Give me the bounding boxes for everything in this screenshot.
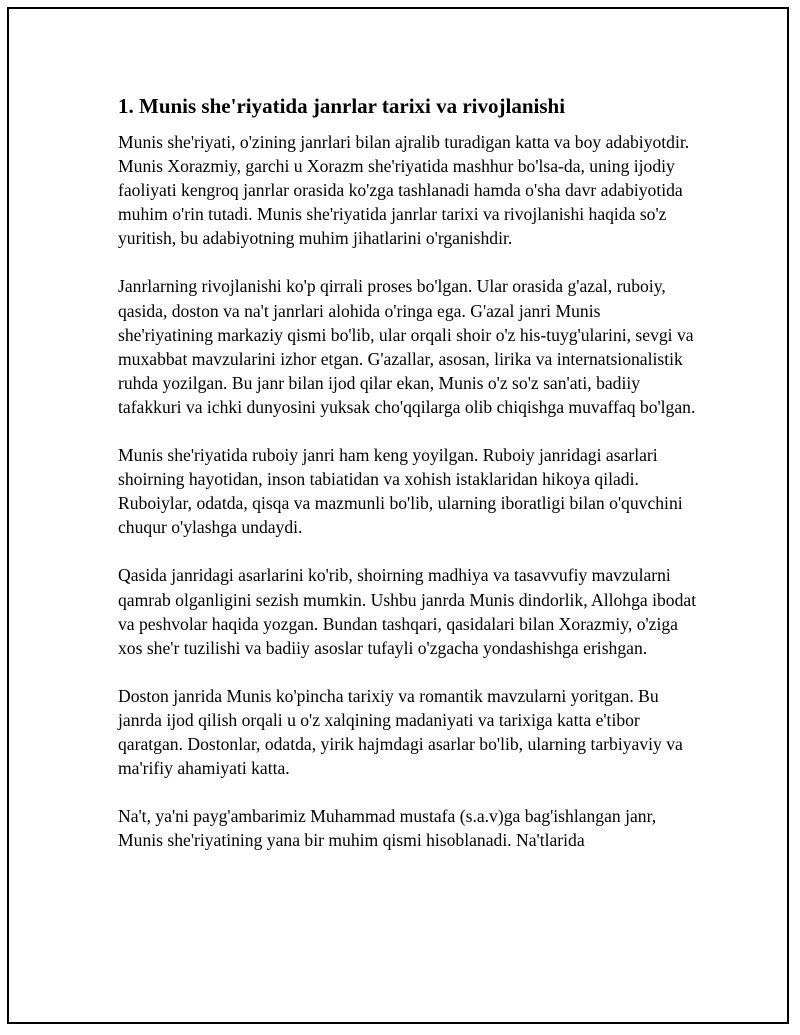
paragraph-6: Na't, ya'ni payg'ambarimiz Muhammad mustafa (s.a.v)ga bag'ishlangan janr, Munis she'riyatining yana bir muhim qismi hisoblanadi. Na'tlarida: [118, 806, 657, 851]
paragraph-4: Qasida janridagi asarlarini ko'rib, shoirning madhiya va tasavvufiy mavzularni qamrab olganligini sezish mumkin. Ushbu janrda Munis dindorlik, Allohga ibodat va peshvolar haqida yozgan. Bundan tashqari, qasidalari bilan Xorazmiy, o'ziga xos she'r tuzilishi va badiiy asoslar tufayli o'zgacha yondashishga erishgan.: [118, 565, 697, 658]
document-title: 1. Munis she'riyatida janrlar tarixi va rivojlanishi: [118, 94, 566, 118]
paragraph-1: Munis she'riyati, o'zining janrlari bilan ajralib turadigan katta va boy adabiyotdir. Munis Xorazmiy, garchi u Xorazm she'riyatida mashhur bo'lsa-da, uning ijodiy faoliyati kengroq janrlar orasida ko'zga tashlanadi hamda o'sha davr adabiyotida muhim o'rin tutadi. Munis she'riyatida janrlar tarixi va rivojlanishi haqida so'z yuritish, bu adabiyotning muhim jihatlarini o'rganishdir.: [118, 132, 690, 249]
paragraph-5: Doston janrida Munis ko'pincha tarixiy va romantik mavzularni yoritgan. Bu janrda ijod qilish orqali u o'z xalqining madaniyati va tarixiga katta e'tibor qaratgan. Dostonlar, odatda, yirik hajmdagi asarlar bo'lib, ularning tarbiyaviy va ma'rifiy ahamiyati katta.: [118, 685, 683, 779]
document-body: [118, 92, 698, 876]
paragraph-2: Janrlarning rivojlanishi ko'p qirrali proses bo'lgan. Ular orasida g'azal, ruboiy, qasida, doston va na't janrlari alohida o'ringa ega. G'azal janri Munis she'riyatining markaziy qismi bo'lib, ular orqali shoir o'z his-tuyg'ularini, sevgi va muxabbat mavzularini izhor etgan. G'azallar, asosan, lirika va internatsionalistik ruhda yozilgan. Bu janr bilan ijod qilar ekan, Munis o'z so'z san'ati, badiiy tafakkuri va ichki dunyosini yuksak cho'qqilarga olib chiqishga muvaffaq bo'lgan.: [118, 276, 696, 417]
paragraph-3: Munis she'riyatida ruboiy janri ham keng yoyilgan. Ruboiy janridagi asarlari shoirning hayotidan, inson tabiatidan va xohish istaklaridan hikoya qiladi. Ruboiylar, odatda, qisqa va mazmunli bo'lib, ularning iboratligi bilan o'quvchini chuqur o'ylashga undaydi.: [118, 445, 683, 538]
